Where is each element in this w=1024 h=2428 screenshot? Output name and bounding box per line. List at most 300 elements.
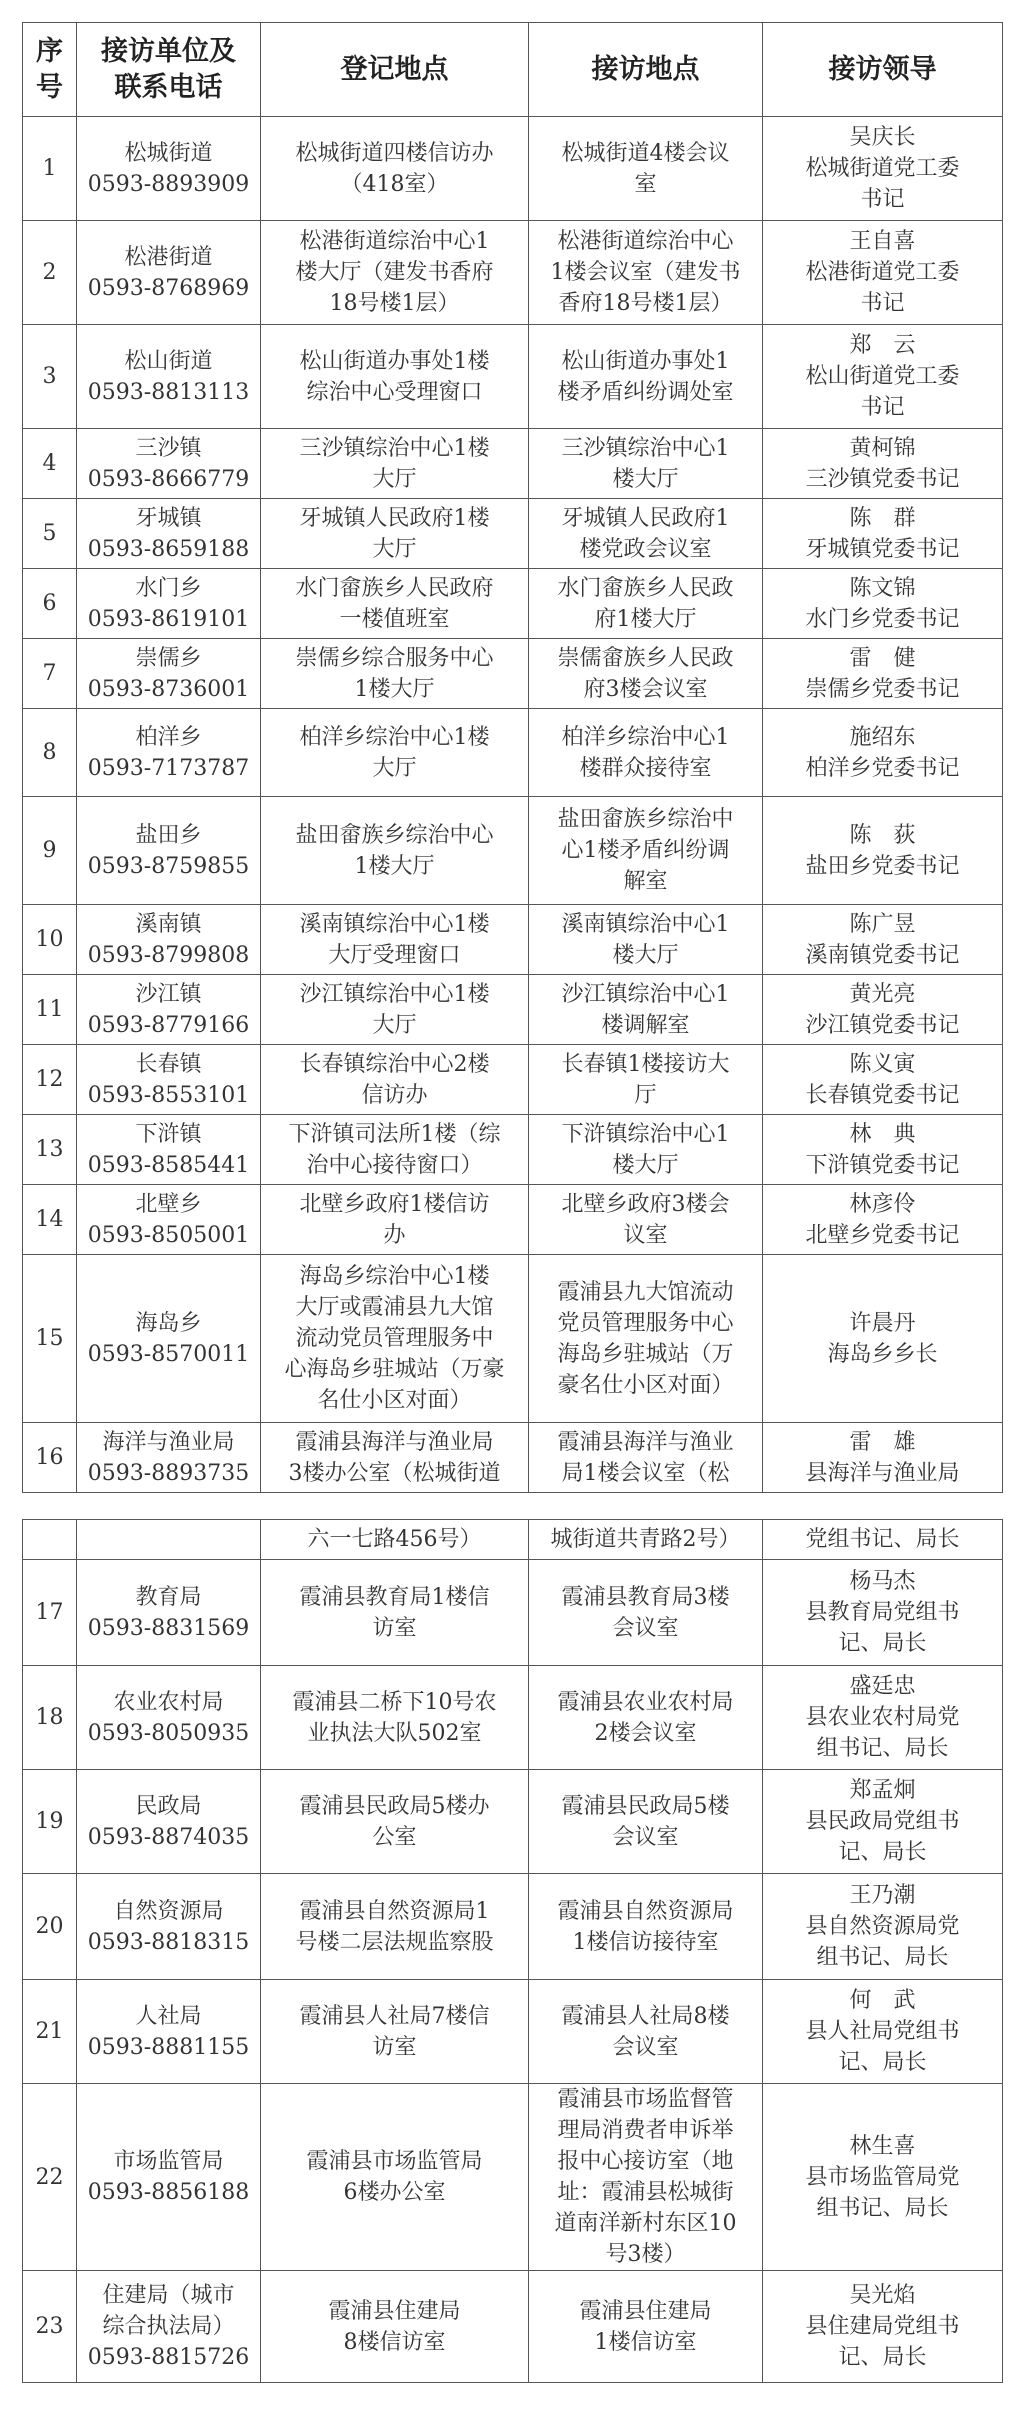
cell-unit — [77, 709, 261, 797]
cell-leader — [763, 1423, 1003, 1493]
table-row — [23, 1666, 1003, 1770]
cell-reception-line: 松城街道4楼会议 — [561, 140, 730, 166]
table-row — [23, 797, 1003, 905]
cell-reception — [529, 905, 763, 975]
cell-unit-line: 牙城镇 — [135, 505, 202, 531]
cell-leader-line: 书记 — [860, 291, 905, 316]
cell-register-line: 大厅 — [372, 536, 417, 562]
cell-register-line: 号楼二层法规监察股 — [295, 1929, 494, 1955]
cell-reception-line: 解室 — [623, 869, 668, 894]
cell-unit-line: 0593-8505001 — [87, 1222, 250, 1248]
cell-reception-line: 议室 — [623, 1222, 668, 1248]
cell-register — [261, 429, 529, 499]
cell-unit — [77, 1560, 261, 1666]
header-no-line: 序 — [36, 35, 63, 67]
cell-unit-line: 下浒镇 — [135, 1121, 202, 1147]
cell-reception-line: 会议室 — [612, 1615, 679, 1641]
cell-leader-line: 下浒镇党委书记 — [805, 1152, 960, 1178]
cell-unit-line: 民政局 — [135, 1793, 202, 1819]
cell-reception-line: 1楼会议室（建发书 — [550, 260, 741, 285]
cell-leader — [763, 639, 1003, 709]
cell-leader-line: 北壁乡党委书记 — [805, 1222, 960, 1248]
cell-unit-line: 沙江镇 — [135, 981, 202, 1007]
table-row — [23, 117, 1003, 221]
cell-no — [23, 1520, 77, 1560]
cell-reception-line: 楼大厅 — [612, 466, 679, 492]
cell-leader-line: 林彦伶 — [849, 1191, 916, 1217]
cell-no: 13 — [23, 1115, 77, 1185]
cell-reception — [529, 499, 763, 569]
table-row — [23, 1185, 1003, 1255]
cell-register-line: （418室） — [340, 171, 449, 197]
cell-no: 1 — [23, 117, 77, 221]
cell-no: 21 — [23, 1980, 77, 2084]
cell-register-line: 大厅 — [372, 755, 417, 781]
table-row — [23, 1045, 1003, 1115]
cell-register — [261, 325, 529, 429]
cell-register — [261, 797, 529, 905]
cell-unit-line: 海洋与渔业局 — [102, 1429, 235, 1455]
cell-leader-line: 盛廷忠 — [849, 1674, 916, 1699]
table-row — [23, 1115, 1003, 1185]
cell-leader — [763, 569, 1003, 639]
cell-unit-line: 0593-8813113 — [87, 379, 250, 405]
cell-reception-line: 楼大厅 — [612, 1152, 679, 1178]
cell-unit-line: 教育局 — [135, 1584, 202, 1610]
cell-reception-line: 楼党政会议室 — [579, 536, 712, 562]
cell-register — [261, 2084, 529, 2271]
cell-no: 8 — [23, 709, 77, 797]
cell-unit-line: 0593-8050935 — [87, 1720, 250, 1746]
cell-register-line: 楼大厅（建发书香府 — [295, 260, 494, 285]
cell-leader-line: 县教育局党组书 — [805, 1600, 960, 1625]
cell-reception — [529, 1255, 763, 1423]
cell-reception-line: 霞浦县市场监督管 — [557, 2087, 734, 2112]
cell-register-line: 牙城镇人民政府1楼 — [299, 505, 490, 531]
cell-register — [261, 905, 529, 975]
cell-register-line: 水门畲族乡人民政府 — [295, 575, 494, 601]
cell-register — [261, 1115, 529, 1185]
cell-leader-line: 组书记、局长 — [816, 1736, 949, 1761]
cell-register — [261, 499, 529, 569]
cell-unit-line: 0593-8659188 — [87, 536, 250, 562]
cell-no: 15 — [23, 1255, 77, 1423]
cell-leader-line: 陈义寅 — [849, 1051, 916, 1077]
cell-unit-line: 农业农村局 — [113, 1689, 224, 1715]
cell-leader-line: 海岛乡乡长 — [827, 1341, 938, 1367]
cell-unit-line: 长春镇 — [135, 1051, 202, 1077]
cell-unit-line: 0593-8553101 — [87, 1082, 250, 1108]
cell-register-line: 霞浦县教育局1楼信 — [299, 1584, 490, 1610]
cell-leader-line: 县人社局党组书 — [805, 2019, 960, 2044]
header-cell — [77, 23, 261, 117]
cell-reception-line: 党员管理服务中心 — [557, 1310, 734, 1336]
cell-leader-line: 施绍东 — [849, 724, 916, 750]
cell-unit — [77, 1423, 261, 1493]
cell-unit-line: 0593-8818315 — [87, 1929, 250, 1955]
table-row — [23, 2271, 1003, 2383]
cell-reception — [529, 709, 763, 797]
cell-unit — [77, 1770, 261, 1874]
cell-reception — [529, 569, 763, 639]
cell-no: 17 — [23, 1560, 77, 1666]
cell-reception-line: 豪名仕小区对面） — [557, 1372, 734, 1398]
cell-no: 7 — [23, 639, 77, 709]
cell-leader — [763, 499, 1003, 569]
cell-reception-line: 崇儒畲族乡人民政 — [557, 645, 734, 671]
table-row — [23, 639, 1003, 709]
cell-reception-line: 溪南镇综治中心1 — [561, 911, 730, 937]
cell-unit — [77, 2084, 261, 2271]
header-unit-line: 接访单位及 — [101, 35, 236, 67]
cell-reception-line: 下浒镇综治中心1 — [561, 1121, 730, 1147]
cell-register-line: 松港街道综治中心1 — [299, 229, 490, 254]
cell-leader-line: 县自然资源局党 — [805, 1914, 960, 1939]
cell-unit — [77, 117, 261, 221]
cell-register — [261, 975, 529, 1045]
cell-reception-line: 室 — [634, 171, 657, 197]
cell-unit — [77, 1666, 261, 1770]
cell-register-line: 访室 — [372, 2034, 417, 2060]
cell-reception-line: 霞浦县人社局8楼 — [561, 2003, 730, 2029]
cell-reception-line: 道南洋新村东区10 — [554, 2211, 737, 2236]
cell-register-line: 综治中心受理窗口 — [306, 379, 483, 405]
cell-register-line: 霞浦县市场监管局 — [306, 2149, 483, 2174]
cell-unit — [77, 1980, 261, 2084]
cell-register-line: 霞浦县海洋与渔业局 — [295, 1429, 494, 1455]
cell-register-line: 溪南镇综治中心1楼 — [299, 911, 490, 937]
cell-leader-line: 县民政局党组书 — [805, 1809, 960, 1834]
cell-leader-line: 雷 健 — [849, 645, 916, 671]
cell-leader-line: 记、局长 — [838, 2050, 927, 2075]
cell-unit-line: 0593-8874035 — [87, 1824, 250, 1850]
cell-unit-line: 0593-8779166 — [87, 1012, 250, 1038]
header-no-line: 号 — [36, 71, 63, 103]
table-row — [23, 1560, 1003, 1666]
cell-leader-line: 组书记、局长 — [816, 1945, 949, 1970]
cell-unit-line: 0593-8881155 — [87, 2034, 250, 2060]
cell-register — [261, 569, 529, 639]
cell-reception — [529, 2084, 763, 2271]
cell-unit — [77, 1520, 261, 1560]
cell-register-line: 大厅 — [372, 1012, 417, 1038]
cell-reception — [529, 1115, 763, 1185]
cell-leader-line: 吴庆长 — [849, 125, 916, 150]
cell-leader — [763, 221, 1003, 325]
cell-reception-line: 霞浦县自然资源局 — [557, 1898, 734, 1924]
cell-leader-line: 崇儒乡党委书记 — [805, 676, 960, 702]
schedule-document — [22, 22, 1002, 2383]
table-body-2 — [23, 1560, 1003, 2383]
cell-register-line: 霞浦县二桥下10号农 — [292, 1689, 497, 1715]
cell-no: 12 — [23, 1045, 77, 1115]
cell-register-line: 3楼办公室（松城街道 — [288, 1460, 501, 1486]
cell-leader — [763, 709, 1003, 797]
cell-reception-line: 会议室 — [612, 2034, 679, 2060]
cell-reception-line: 水门畲族乡人民政 — [557, 575, 734, 601]
cell-no: 2 — [23, 221, 77, 325]
cell-unit — [77, 1115, 261, 1185]
cell-leader — [763, 975, 1003, 1045]
cell-leader-line: 陈广昱 — [849, 911, 916, 937]
cell-unit-line: 0593-8666779 — [87, 466, 250, 492]
cell-reception — [529, 325, 763, 429]
cell-leader — [763, 2271, 1003, 2383]
cell-register — [261, 1045, 529, 1115]
header-cell: 登记地点 — [261, 23, 529, 117]
cell-register-line: 1楼大厅 — [354, 853, 435, 879]
cell-reception — [529, 1770, 763, 1874]
cell-leader-line: 黄柯锦 — [849, 435, 916, 461]
cell-register-line: 海岛乡综治中心1楼 — [299, 1264, 490, 1289]
cell-unit — [77, 797, 261, 905]
cell-unit-line: 自然资源局 — [113, 1898, 224, 1924]
cell-register: 六一七路456号） — [261, 1520, 529, 1560]
table-row — [23, 2084, 1003, 2271]
cell-reception-line: 楼矛盾纠纷调处室 — [557, 379, 734, 405]
cell-unit-line: 松山街道 — [124, 348, 213, 374]
cell-leader-line: 杨马杰 — [849, 1569, 916, 1594]
cell-leader-line: 水门乡党委书记 — [805, 606, 960, 632]
cell-leader — [763, 1874, 1003, 1980]
cell-register — [261, 117, 529, 221]
cell-register-line: 大厅受理窗口 — [328, 942, 461, 968]
cell-leader-line: 雷 雄 — [849, 1429, 916, 1455]
cell-no: 5 — [23, 499, 77, 569]
cell-reception-line: 局1楼会议室（松 — [561, 1460, 730, 1486]
cell-unit-line: 0593-8619101 — [87, 606, 250, 632]
cell-leader — [763, 2084, 1003, 2271]
table-row — [23, 1980, 1003, 2084]
cell-leader-line: 吴光焰 — [849, 2283, 916, 2308]
cell-reception-line: 北壁乡政府3楼会 — [561, 1191, 730, 1217]
cell-reception-line: 楼群众接待室 — [579, 755, 712, 781]
cell-reception-line: 府3楼会议室 — [583, 676, 708, 702]
cell-unit-line: 0593-7173787 — [87, 755, 250, 781]
cell-unit-line: 海岛乡 — [135, 1310, 202, 1336]
header-row — [23, 23, 1003, 117]
cell-reception-line: 心1楼矛盾纠纷调 — [561, 838, 730, 863]
cell-reception — [529, 221, 763, 325]
cell-leader-line: 郑 云 — [849, 333, 916, 358]
cell-no: 9 — [23, 797, 77, 905]
cell-register — [261, 221, 529, 325]
cell-leader-line: 陈 群 — [849, 505, 916, 531]
cell-reception-line: 楼调解室 — [601, 1012, 690, 1038]
cell-reception — [529, 429, 763, 499]
cell-register-line: 1楼大厅 — [354, 676, 435, 702]
cell-unit-line: 0593-8893909 — [87, 171, 250, 197]
cell-register-line: 霞浦县人社局7楼信 — [299, 2003, 490, 2029]
cell-register-line: 霞浦县住建局 — [328, 2298, 461, 2324]
cell-no: 23 — [23, 2271, 77, 2383]
reception-table-part2 — [22, 1519, 1003, 2383]
cell-register-line: 霞浦县自然资源局1 — [299, 1898, 490, 1924]
cell-unit — [77, 569, 261, 639]
cell-register-line: 流动党员管理服务中 — [295, 1326, 494, 1351]
cell-unit-line: 溪南镇 — [135, 911, 202, 937]
header-cell: 接访地点 — [529, 23, 763, 117]
cell-leader-line: 陈 荻 — [849, 822, 916, 848]
continuation-row — [23, 1520, 1003, 1560]
table-row — [23, 905, 1003, 975]
cell-reception — [529, 2271, 763, 2383]
cell-no: 14 — [23, 1185, 77, 1255]
cell-register-line: 办 — [383, 1222, 406, 1248]
cell-reception-line: 会议室 — [612, 1824, 679, 1850]
cell-register-line: 盐田畲族乡综治中心 — [295, 822, 494, 848]
cell-no: 3 — [23, 325, 77, 429]
table-row — [23, 709, 1003, 797]
cell-unit-line: 0593-8815726 — [87, 2345, 250, 2370]
cell-register-line: 公室 — [372, 1824, 417, 1850]
cell-reception-line: 海岛乡驻城站（万 — [557, 1341, 734, 1367]
cell-unit — [77, 639, 261, 709]
cell-reception-line: 2楼会议室 — [594, 1720, 697, 1746]
cell-unit-line: 水门乡 — [135, 575, 202, 601]
cell-unit — [77, 1045, 261, 1115]
cell-unit — [77, 1185, 261, 1255]
cell-register — [261, 1874, 529, 1980]
cell-no: 22 — [23, 2084, 77, 2271]
cell-reception — [529, 797, 763, 905]
cell-leader-line: 松山街道党工委 — [805, 364, 960, 389]
cell-unit — [77, 2271, 261, 2383]
cell-leader — [763, 1666, 1003, 1770]
cell-reception-line: 三沙镇综治中心1 — [561, 435, 730, 461]
cell-leader — [763, 1560, 1003, 1666]
cell-leader-line: 组书记、局长 — [816, 2195, 949, 2221]
cell-register-line: 松城街道四楼信访办 — [295, 140, 494, 166]
cell-reception-line: 号3楼） — [605, 2242, 686, 2267]
cell-reception — [529, 1185, 763, 1255]
cell-register-line: 一楼值班室 — [339, 606, 450, 632]
cell-unit — [77, 975, 261, 1045]
cell-reception-line: 霞浦县住建局 — [579, 2298, 712, 2324]
cell-unit-line: 综合执法局） — [102, 2314, 235, 2339]
cell-unit-line: 0593-8759855 — [87, 853, 250, 879]
cell-leader-line: 县市场监管局党 — [805, 2164, 960, 2190]
cell-unit-line: 崇儒乡 — [135, 645, 202, 671]
cell-reception-line: 牙城镇人民政府1 — [561, 505, 730, 531]
cell-unit — [77, 429, 261, 499]
cell-unit-line: 0593-8893735 — [87, 1460, 250, 1486]
cell-leader-line: 三沙镇党委书记 — [805, 466, 960, 492]
cell-register — [261, 1770, 529, 1874]
cell-reception-line: 府1楼大厅 — [594, 606, 697, 632]
table-row — [23, 1874, 1003, 1980]
cell-reception-line: 盐田畲族乡综治中 — [557, 807, 734, 832]
cell-register-line: 信访办 — [361, 1082, 428, 1108]
cell-reception-line: 柏洋乡综治中心1 — [561, 724, 730, 750]
cell-unit-line: 0593-8768969 — [87, 275, 250, 301]
cell-leader-line: 何 武 — [849, 1988, 916, 2013]
cell-leader-line: 记、局长 — [838, 2345, 927, 2370]
header-cell — [23, 23, 77, 117]
cell-leader-line: 牙城镇党委书记 — [805, 536, 960, 562]
cell-unit-line: 松城街道 — [124, 140, 213, 166]
cell-leader-line: 溪南镇党委书记 — [805, 942, 960, 968]
cell-leader-line: 县住建局党组书 — [805, 2314, 960, 2339]
cell-register-line: 三沙镇综治中心1楼 — [299, 435, 490, 461]
cell-no: 19 — [23, 1770, 77, 1874]
cell-reception — [529, 1045, 763, 1115]
cell-register — [261, 709, 529, 797]
cell-leader-line: 林生喜 — [849, 2133, 916, 2159]
cell-unit — [77, 499, 261, 569]
table-row — [23, 221, 1003, 325]
cell-register-line: 沙江镇综治中心1楼 — [299, 981, 490, 1007]
cell-unit-line: 柏洋乡 — [135, 724, 202, 750]
cell-unit-line: 0593-8570011 — [87, 1341, 250, 1367]
cell-reception — [529, 975, 763, 1045]
cell-leader-line: 松港街道党工委 — [805, 260, 960, 285]
cell-no: 4 — [23, 429, 77, 499]
cell-no: 18 — [23, 1666, 77, 1770]
cell-register-line: 访室 — [372, 1615, 417, 1641]
cell-leader-line: 长春镇党委书记 — [805, 1082, 960, 1108]
cell-register-line: 大厅 — [372, 466, 417, 492]
cell-register-line: 8楼信访室 — [343, 2329, 446, 2355]
cell-leader — [763, 1980, 1003, 2084]
cell-register-line: 北壁乡政府1楼信访 — [299, 1191, 490, 1217]
cell-register — [261, 1423, 529, 1493]
cell-reception — [529, 1980, 763, 2084]
cell-reception-line: 霞浦县九大馆流动 — [557, 1279, 734, 1305]
cell-leader-line: 黄光亮 — [849, 981, 916, 1007]
cell-register-line: 业执法大队502室 — [307, 1720, 482, 1746]
cell-leader-line: 柏洋乡党委书记 — [805, 755, 960, 781]
cell-leader: 党组书记、局长 — [763, 1520, 1003, 1560]
cell-no: 16 — [23, 1423, 77, 1493]
cell-unit-line: 0593-8856188 — [87, 2180, 250, 2205]
cell-leader — [763, 1115, 1003, 1185]
cell-register-line: 名仕小区对面） — [317, 1388, 472, 1413]
cell-register — [261, 1185, 529, 1255]
cell-reception-line: 霞浦县民政局5楼 — [561, 1793, 730, 1819]
cell-register — [261, 1666, 529, 1770]
cell-leader-line: 书记 — [860, 187, 905, 212]
table-row — [23, 975, 1003, 1045]
cell-reception — [529, 1874, 763, 1980]
cell-no: 10 — [23, 905, 77, 975]
cell-leader-line: 王乃潮 — [849, 1883, 916, 1908]
cell-reception-line: 1楼信访室 — [594, 2329, 697, 2355]
cell-unit-line: 0593-8736001 — [87, 676, 250, 702]
cell-reception — [529, 1560, 763, 1666]
header-unit-line: 联系电话 — [114, 71, 223, 103]
cell-unit-line: 北壁乡 — [135, 1191, 202, 1217]
cell-unit-line: 松港街道 — [124, 244, 213, 270]
page-break — [22, 1493, 1002, 1519]
cell-unit-line: 0593-8831569 — [87, 1615, 250, 1641]
cell-unit-line: 市场监管局 — [113, 2149, 224, 2174]
cell-reception-line: 理局消费者申诉举 — [557, 2118, 734, 2143]
cell-leader-line: 郑孟炯 — [849, 1778, 916, 1803]
cell-register-line: 6楼办公室 — [343, 2180, 446, 2205]
cell-leader — [763, 1770, 1003, 1874]
cell-unit — [77, 221, 261, 325]
cell-leader — [763, 797, 1003, 905]
cell-leader-line: 林 典 — [849, 1121, 916, 1147]
cell-no: 11 — [23, 975, 77, 1045]
cell-unit — [77, 1255, 261, 1423]
cell-unit-line: 盐田乡 — [135, 822, 202, 848]
cell-no: 6 — [23, 569, 77, 639]
cell-reception-line: 霞浦县教育局3楼 — [561, 1584, 730, 1610]
cell-register — [261, 1980, 529, 2084]
cell-register-line: 心海岛乡驻城站（万豪 — [284, 1357, 505, 1382]
